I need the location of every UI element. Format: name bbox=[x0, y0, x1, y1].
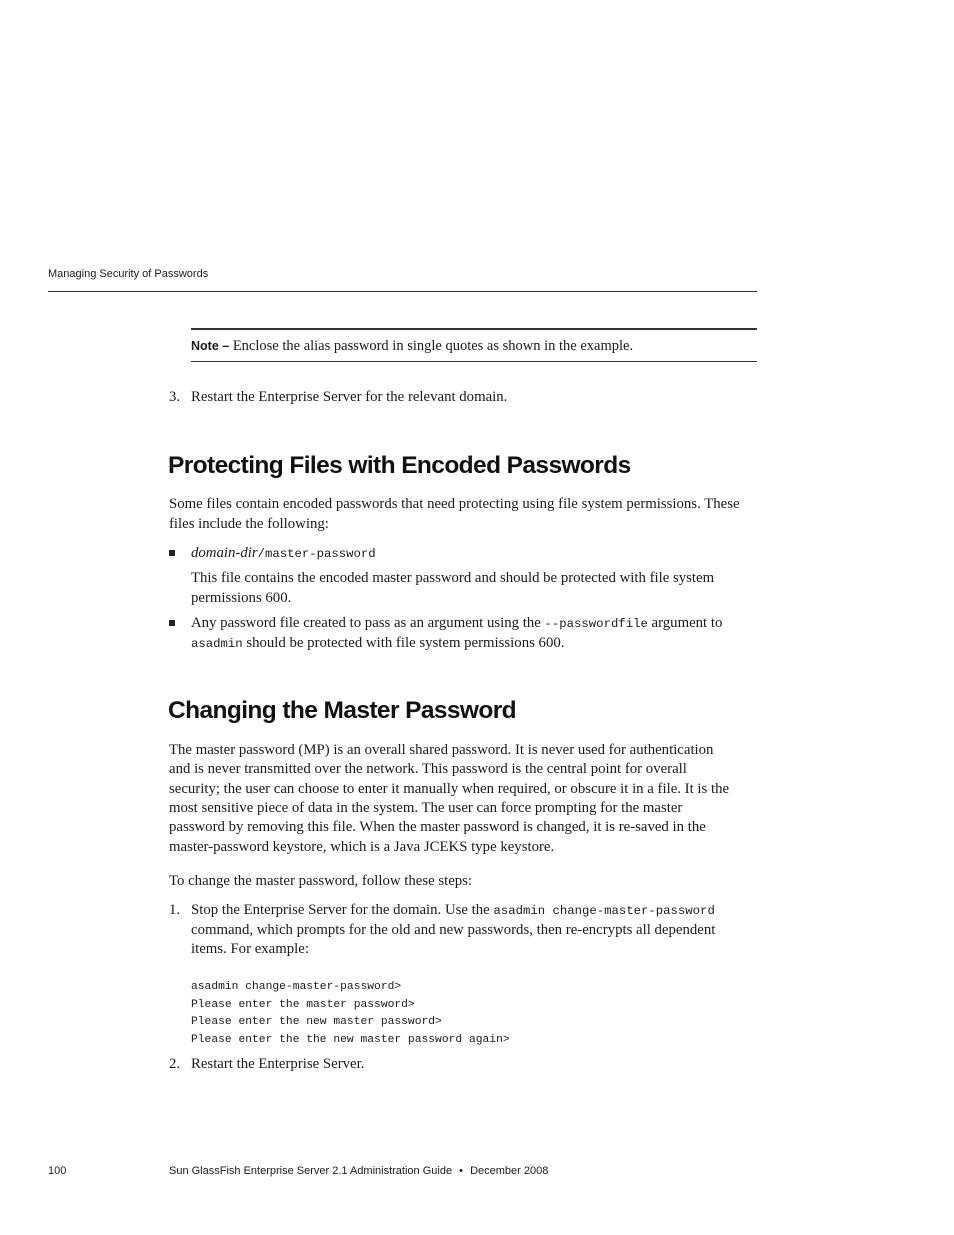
header-rule bbox=[48, 291, 757, 292]
para-line: and is never transmitted over the network. This password is the central point for overall bbox=[169, 761, 687, 777]
bullet-item-cont bbox=[191, 634, 564, 655]
bullet-item bbox=[191, 544, 376, 565]
text: should be protected with file system permissions 600. bbox=[242, 635, 565, 651]
page-number: 100 bbox=[48, 1165, 67, 1177]
mono-text: --passwordfile bbox=[544, 617, 648, 631]
para-line: password by removing this file. When the master password is changed, it is re-saved in the bbox=[169, 819, 706, 835]
para-line: security; the user can choose to enter it manually when required, or obscure it in a file. It is the bbox=[169, 781, 730, 797]
step-number: 1. bbox=[169, 902, 181, 918]
text: Stop the Enterprise Server for the domain. Use the bbox=[191, 902, 494, 918]
note-text: Enclose the alias password in single quotes as shown in the example. bbox=[232, 338, 634, 354]
code-line: Please enter the the new master password again> bbox=[191, 1034, 510, 1046]
code-line: Please enter the new master password> bbox=[191, 1016, 442, 1028]
bullet-marker bbox=[169, 550, 175, 556]
intro-line: Some files contain encoded passwords that need protecting using file system permissions. These bbox=[169, 496, 740, 512]
footer-title: Sun GlassFish Enterprise Server 2.1 Administration Guide bbox=[169, 1165, 453, 1177]
step-text: items. For example: bbox=[191, 941, 309, 957]
note-label: Note – bbox=[191, 339, 230, 353]
footer-text bbox=[169, 1165, 548, 1177]
code-line: asadmin change-master-password> bbox=[191, 981, 402, 993]
step-number: 3. bbox=[169, 389, 181, 405]
section-heading: Protecting Files with Encoded Passwords bbox=[168, 452, 631, 479]
step-text bbox=[191, 901, 715, 922]
para-line: The master password (MP) is an overall shared password. It is never used for authentication bbox=[169, 742, 714, 758]
step-text: Restart the Enterprise Server for the relevant domain. bbox=[191, 389, 508, 405]
step-text: command, which prompts for the old and new passwords, then re-encrypts all dependent bbox=[191, 922, 716, 938]
text: argument to bbox=[647, 615, 723, 631]
step-text: Restart the Enterprise Server. bbox=[191, 1056, 365, 1072]
bullet-marker bbox=[169, 620, 175, 626]
note-bottom-rule bbox=[191, 361, 757, 362]
note-top-rule bbox=[191, 328, 757, 330]
italic-text: domain-dir bbox=[191, 545, 258, 561]
step-number: 2. bbox=[169, 1056, 181, 1072]
steps-intro: To change the master password, follow these steps: bbox=[169, 873, 473, 889]
text: Any password file created to pass as an argument using the bbox=[191, 615, 545, 631]
section-heading: Changing the Master Password bbox=[168, 697, 517, 724]
footer-date: December 2008 bbox=[470, 1165, 549, 1177]
running-head: Managing Security of Passwords bbox=[48, 268, 209, 280]
mono-text: asadmin change-master-password bbox=[493, 904, 715, 918]
mono-text: /master-password bbox=[257, 547, 376, 561]
mono-text: asadmin bbox=[191, 637, 243, 651]
bullet-desc: This file contains the encoded master password and should be protected with file system bbox=[191, 570, 715, 586]
para-line: most sensitive piece of data in the system. The user can force prompting for the master bbox=[169, 800, 683, 816]
intro-line: files include the following: bbox=[169, 516, 329, 532]
note bbox=[191, 338, 757, 355]
code-line: Please enter the master password> bbox=[191, 999, 415, 1011]
bullet-item bbox=[191, 614, 722, 635]
footer-separator: • bbox=[459, 1165, 463, 1177]
para-line: master-password keystore, which is a Java JCEKS type keystore. bbox=[169, 839, 555, 855]
bullet-desc: permissions 600. bbox=[191, 590, 292, 606]
